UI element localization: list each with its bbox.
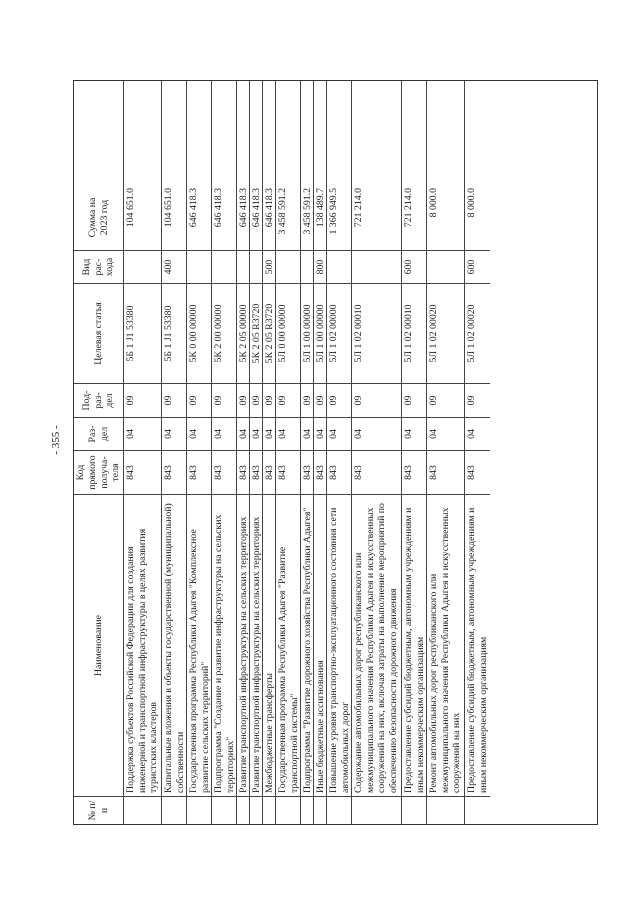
cell-expense (187, 250, 211, 283)
cell-recipient: 843 (212, 450, 236, 494)
cell-recipient: 843 (352, 450, 401, 494)
cell-expense: 500 (263, 250, 275, 283)
table-row (237, 81, 250, 824)
header-subsection: Под-раз-дел (74, 383, 123, 417)
cell-subsection: 09 (162, 383, 186, 417)
cell-target: 5Л 1 00 00000 (301, 283, 313, 383)
cell-section: 04 (237, 417, 249, 450)
cell-expense (427, 250, 464, 283)
cell-section: 04 (212, 417, 236, 450)
cell-name: Иные бюджетные ассигнования (314, 494, 326, 796)
table-header (74, 81, 124, 824)
cell-subsection: 09 (402, 383, 426, 417)
cell-amount: 646 418.3 (188, 188, 199, 228)
cell-section: 04 (427, 417, 464, 450)
table-row (352, 81, 402, 824)
table-row (301, 81, 314, 824)
cell-amount: 721 214.0 (403, 188, 414, 228)
table-row (276, 81, 301, 824)
cell-name: Государственная программа Республики Адыгея "Комплексное развитие сельских территорий" (187, 494, 211, 796)
cell-target: 5Л 1 00 00000 (314, 283, 326, 383)
cell-name: Ремонт автомобильных дорог республиканского или межмуниципального значения Республики Адыгея и искусственных сооружений на них (427, 494, 464, 796)
cell-expense (327, 250, 351, 283)
cell-num (314, 796, 326, 824)
header-recipient: Код прямого получа-теля (74, 450, 123, 494)
cell-name: Государственная программа Республики Адыгея "Развитие транспортной системы" (276, 494, 300, 796)
cell-target: 5Л 1 02 00010 (352, 283, 401, 383)
cell-recipient: 843 (314, 450, 326, 494)
table-row (250, 81, 263, 824)
cell-name: Межбюджетные трансферты (263, 494, 275, 796)
cell-expense: 400 (162, 250, 186, 283)
cell-amount: 104 651.0 (125, 188, 136, 228)
cell-amount: 3 458 591.2 (277, 188, 288, 235)
cell-recipient: 843 (187, 450, 211, 494)
cell-section: 04 (301, 417, 313, 450)
header-expense: Вид рас-хода (74, 250, 123, 283)
cell-num (237, 796, 249, 824)
cell-name: Развитие транспортной инфраструктуры на сельских территориях (250, 494, 262, 796)
cell-subsection: 09 (327, 383, 351, 417)
table-row (427, 81, 465, 824)
cell-expense: 600 (402, 250, 426, 283)
header-name: Наименование (74, 494, 123, 796)
cell-section: 04 (352, 417, 401, 450)
cell-target: 5Б 1 J1 53380 (124, 283, 161, 383)
cell-amount: 646 418.3 (213, 188, 224, 228)
cell-name: Повышение уровня транспортно-эксплуатационного состояния сети автомобильных дорог (327, 494, 351, 796)
cell-name: Подпрограмма "Создание и развитие инфраструктуры на сельских территориях" (212, 494, 236, 796)
cell-section: 04 (263, 417, 275, 450)
cell-amount: 646 418.3 (238, 188, 249, 228)
cell-target: 5К 2 00 00000 (212, 283, 236, 383)
cell-num (212, 796, 236, 824)
cell-recipient: 843 (427, 450, 464, 494)
cell-recipient: 843 (263, 450, 275, 494)
cell-subsection: 09 (465, 383, 490, 417)
table-row (327, 81, 352, 824)
cell-expense: 600 (465, 250, 490, 283)
cell-recipient: 843 (237, 450, 249, 494)
cell-recipient: 843 (301, 450, 313, 494)
header-section: Раз-дел (74, 417, 123, 450)
cell-subsection: 09 (301, 383, 313, 417)
cell-expense (352, 250, 401, 283)
cell-num (427, 796, 464, 824)
table-row (465, 81, 490, 824)
cell-section: 04 (276, 417, 300, 450)
cell-name: Содержание автомобильных дорог республиканского или межмуниципального значения Республики Адыгея и искусственных сооружений на них, включая затраты на выполнение мероприятий по обеспечению безопасности дорожного движения (352, 494, 401, 796)
cell-num (250, 796, 262, 824)
cell-recipient: 843 (402, 450, 426, 494)
cell-subsection: 09 (124, 383, 161, 417)
cell-num (124, 796, 161, 824)
cell-target: 5Л 0 00 00000 (276, 283, 300, 383)
cell-section: 04 (162, 417, 186, 450)
table-row (162, 81, 187, 824)
cell-target: 5К 2 05 R3720 (263, 283, 275, 383)
cell-section: 04 (124, 417, 161, 450)
table-row (212, 81, 237, 824)
cell-section: 04 (402, 417, 426, 450)
cell-amount: 3 458 591.2 (302, 188, 313, 235)
cell-subsection: 09 (187, 383, 211, 417)
cell-num (465, 796, 490, 824)
cell-num (162, 796, 186, 824)
cell-amount: 8 000.0 (428, 188, 439, 218)
cell-num (352, 796, 401, 824)
cell-subsection: 09 (352, 383, 401, 417)
cell-recipient: 843 (250, 450, 262, 494)
cell-amount: 104 651.0 (163, 188, 174, 228)
cell-recipient: 843 (124, 450, 161, 494)
page-number: - 355 - (50, 425, 62, 455)
cell-subsection: 09 (263, 383, 275, 417)
cell-target: 5Л 1 02 00000 (327, 283, 351, 383)
cell-target: 5К 0 00 00000 (187, 283, 211, 383)
cell-target: 5Л 1 02 00020 (465, 283, 490, 383)
cell-subsection: 09 (427, 383, 464, 417)
header-amount: Сумма на 2023 год (86, 197, 110, 238)
cell-name: Капитальные вложения в объекты государственной (муниципальной) собственности (162, 494, 186, 796)
cell-section: 04 (314, 417, 326, 450)
cell-subsection: 09 (250, 383, 262, 417)
cell-amount: 1 366 949.5 (328, 188, 339, 235)
cell-name: Поддержка субъектов Российской Федерации для создания инженерной и транспортной инфраструктуры в целях развития туристских кластеров (124, 494, 161, 796)
cell-expense (276, 250, 300, 283)
cell-subsection: 09 (237, 383, 249, 417)
cell-expense (301, 250, 313, 283)
table-row (402, 81, 427, 824)
cell-target: 5Л 1 02 00010 (402, 283, 426, 383)
cell-num (402, 796, 426, 824)
cell-target: 5Б 1 J1 53380 (162, 283, 186, 383)
cell-num (263, 796, 275, 824)
cell-target: 5К 2 05 R3720 (250, 283, 262, 383)
cell-name: Предоставление субсидий бюджетным, автономным учреждениям и иным некоммерческим организациям (402, 494, 426, 796)
cell-subsection: 09 (212, 383, 236, 417)
table-row (187, 81, 212, 824)
cell-amount: 721 214.0 (353, 188, 364, 228)
cell-num (187, 796, 211, 824)
cell-section: 04 (187, 417, 211, 450)
cell-target: 5Л 1 02 00020 (427, 283, 464, 383)
cell-name: Предоставление субсидий бюджетным, автономным учреждениям и иным некоммерческим организациям (465, 494, 490, 796)
cell-section: 04 (327, 417, 351, 450)
cell-section: 04 (465, 417, 490, 450)
cell-num (301, 796, 313, 824)
table-body (124, 81, 490, 824)
cell-recipient: 843 (327, 450, 351, 494)
cell-recipient: 843 (276, 450, 300, 494)
table-row (124, 81, 162, 824)
rotated-table-frame (73, 80, 598, 825)
cell-amount: 646 418.3 (264, 188, 275, 228)
cell-expense (124, 250, 161, 283)
cell-amount: 8 000.0 (466, 188, 477, 218)
table-row (263, 81, 276, 824)
cell-expense (212, 250, 236, 283)
cell-section: 04 (250, 417, 262, 450)
cell-expense (250, 250, 262, 283)
cell-recipient: 843 (162, 450, 186, 494)
cell-subsection: 09 (314, 383, 326, 417)
cell-subsection: 09 (276, 383, 300, 417)
cell-num (327, 796, 351, 824)
cell-amount: 646 418.3 (251, 188, 262, 228)
header-num: № п/п (74, 796, 123, 824)
cell-expense: 800 (314, 250, 326, 283)
header-target: Целевая статья (74, 283, 123, 383)
table-row (314, 81, 327, 824)
cell-num (276, 796, 300, 824)
budget-table (73, 80, 598, 825)
cell-amount: 138 489.7 (315, 188, 326, 228)
cell-target: 5К 2 05 00000 (237, 283, 249, 383)
cell-name: Подпрограмма "Развитие дорожного хозяйства Республики Адыгея" (301, 494, 313, 796)
cell-name: Развитие транспортной инфраструктуры на сельских территориях (237, 494, 249, 796)
cell-expense (237, 250, 249, 283)
cell-recipient: 843 (465, 450, 490, 494)
